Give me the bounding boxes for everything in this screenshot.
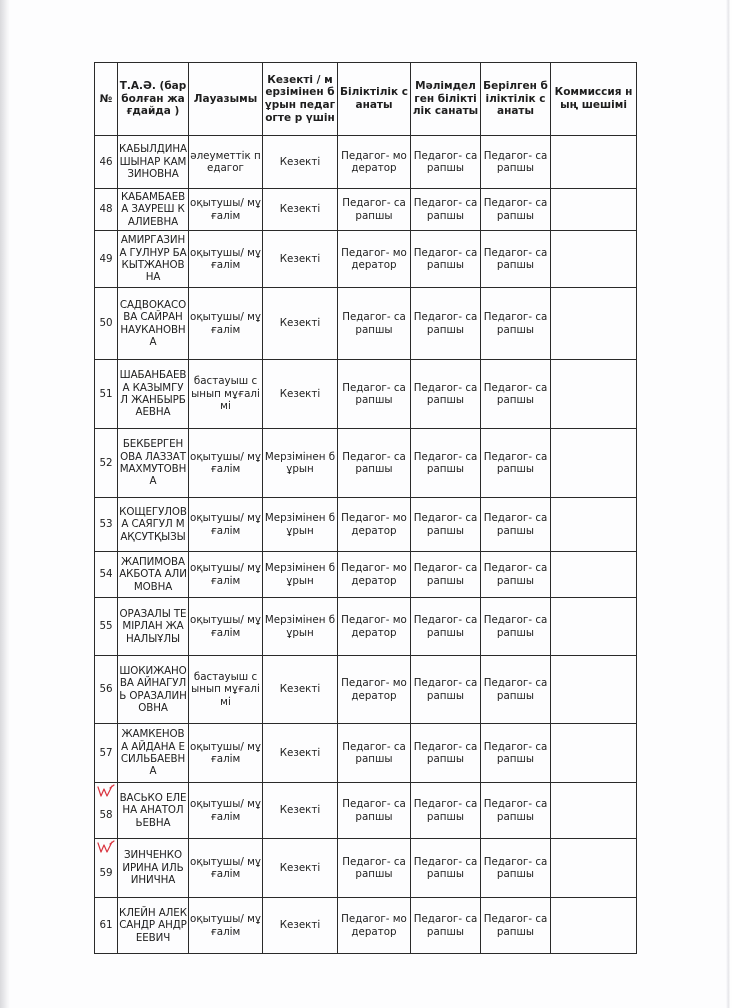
attestation-type-cell: [263, 898, 338, 954]
qualification-category: Педагог- модератор: [341, 512, 407, 537]
declared-category: Педагог- сарапшы: [413, 311, 478, 336]
declared-category-cell: [411, 288, 481, 360]
commission-decision-cell: [551, 136, 637, 189]
position: оқытушы/ мұғалім: [190, 798, 261, 823]
qualification-category: Педагог- сарапшы: [342, 798, 406, 823]
attestation-type: Кезекті: [279, 746, 321, 759]
qualification-category-cell: [338, 783, 411, 839]
teacher-name: ОРАЗАЛЫ ТЕМІРЛАН ЖАНАЛЫҰЛЫ: [119, 607, 187, 645]
teacher-name-cell: [118, 839, 189, 898]
assigned-category-cell: [481, 724, 551, 783]
declared-category-cell: [411, 898, 481, 954]
attestation-type-cell: [263, 136, 338, 189]
attestation-type: Кезекті: [279, 387, 321, 400]
position: оқытушы/ мұғалім: [190, 913, 261, 938]
row-number-cell: [95, 360, 118, 429]
teacher-name: ЖАМКЕНОВА АЙДАНА ЕСИЛЬБАЕВНА: [120, 728, 186, 778]
teacher-name-cell: [118, 288, 189, 360]
qualification-category: Педагог- модератор: [341, 913, 407, 938]
handwritten-check-mark-icon: [96, 840, 116, 854]
assigned-category-cell: [481, 288, 551, 360]
row-number-cell: [95, 231, 118, 288]
assigned-category: Педагог- сарапшы: [483, 677, 548, 702]
declared-category: Педагог- сарапшы: [413, 197, 478, 222]
qualification-category: Педагог- сарапшы: [342, 855, 406, 880]
assigned-category: Педагог- сарапшы: [483, 149, 548, 174]
assigned-category-cell: [481, 360, 551, 429]
declared-category-cell: [411, 552, 481, 598]
qualification-category: Педагог- сарапшы: [342, 197, 406, 222]
declared-category-cell: [411, 598, 481, 656]
table-row: [95, 783, 637, 839]
declared-category: Педагог- сарапшы: [413, 381, 478, 406]
attestation-type-cell: [263, 189, 338, 231]
qualification-category: Педагог- сарапшы: [342, 311, 406, 336]
qualification-category-cell: [338, 724, 411, 783]
qualification-category-cell: [338, 136, 411, 189]
header-attestation-type: Кезекті / мерзімінен бұрын педагогте р үшін: [263, 63, 338, 136]
commission-decision-cell: [551, 189, 637, 231]
table-row: [95, 189, 637, 231]
qualification-category: Педагог- сарапшы: [342, 740, 406, 765]
position: оқытушы/ мұғалім: [190, 562, 261, 587]
teacher-name-cell: [118, 898, 189, 954]
row-number: 49: [99, 252, 113, 265]
qualification-category-cell: [338, 288, 411, 360]
position-cell: [189, 839, 263, 898]
position: оқытушы/ мұғалім: [190, 197, 261, 222]
header-qualification-category: Біліктілік санаты: [338, 63, 411, 136]
row-number-cell: [95, 839, 118, 898]
qualification-category-cell: [338, 189, 411, 231]
declared-category-cell: [411, 498, 481, 552]
assigned-category: Педагог- сарапшы: [483, 197, 548, 222]
header-commission-decision: Коммиссия ның шешімі: [551, 63, 637, 136]
declared-category-cell: [411, 429, 481, 498]
declared-category: Педагог- сарапшы: [413, 614, 478, 639]
qualification-category: Педагог- модератор: [341, 246, 407, 271]
qualification-category-cell: [338, 656, 411, 724]
qualification-category: Педагог- модератор: [341, 614, 407, 639]
header-full-name: Т.А.Ә. (бар болған жағдайда ): [118, 63, 189, 136]
declared-category-cell: [411, 724, 481, 783]
attestation-type-cell: [263, 656, 338, 724]
position: әлеуметтік педагог: [190, 149, 261, 174]
header-number: №: [95, 63, 118, 136]
teacher-name-cell: [118, 656, 189, 724]
row-number-cell: [95, 898, 118, 954]
attestation-type: Кезекті: [279, 861, 321, 874]
position-cell: [189, 783, 263, 839]
row-number: 53: [99, 518, 113, 531]
teacher-name: АМИРГАЗИНА ГУЛНУР БАКЫТЖАНОВНА: [119, 234, 187, 284]
row-number: 61: [99, 919, 113, 932]
assigned-category: Педагог- сарапшы: [483, 798, 548, 823]
commission-decision-cell: [551, 498, 637, 552]
table-row: [95, 552, 637, 598]
row-number-cell: [95, 189, 118, 231]
position-cell: [189, 552, 263, 598]
declared-category-cell: [411, 360, 481, 429]
attestation-type-cell: [263, 724, 338, 783]
row-number: 54: [99, 568, 113, 581]
header-position: Лауазымы: [189, 63, 263, 136]
position-cell: [189, 656, 263, 724]
position: оқытушы/ мұғалім: [190, 311, 261, 336]
row-number: 48: [99, 203, 113, 216]
position: бастауыш сынып мұғалімі: [191, 375, 260, 413]
qualification-category-cell: [338, 552, 411, 598]
attestation-type: Кезекті: [279, 683, 321, 696]
declared-category: Педагог- сарапшы: [413, 562, 478, 587]
row-number: 50: [99, 317, 113, 330]
position-cell: [189, 898, 263, 954]
declared-category: Педагог- сарапшы: [413, 149, 478, 174]
declared-category: Педагог- сарапшы: [413, 798, 478, 823]
assigned-category-cell: [481, 898, 551, 954]
declared-category: Педагог- сарапшы: [413, 855, 478, 880]
teacher-name-cell: [118, 231, 189, 288]
declared-category-cell: [411, 656, 481, 724]
qualification-category: Педагог- модератор: [341, 677, 407, 702]
row-number: 55: [99, 620, 113, 633]
teacher-name-cell: [118, 498, 189, 552]
teacher-name-cell: [118, 136, 189, 189]
assigned-category-cell: [481, 783, 551, 839]
position-cell: [189, 231, 263, 288]
position-cell: [189, 288, 263, 360]
row-number-cell: [95, 552, 118, 598]
commission-decision-cell: [551, 552, 637, 598]
commission-decision-cell: [551, 360, 637, 429]
table-row: [95, 656, 637, 724]
teacher-name-cell: [118, 360, 189, 429]
qualification-category-cell: [338, 598, 411, 656]
row-number-cell: [95, 136, 118, 189]
position: оқытушы/ мұғалім: [190, 512, 261, 537]
header-declared-category: Мәлімдел ген біліктілік санаты: [411, 63, 481, 136]
assigned-category: Педагог- сарапшы: [483, 311, 548, 336]
attestation-type-cell: [263, 429, 338, 498]
teacher-name: БЕКБЕРГЕНОВА ЛАЗЗАТ МАХМУТОВНА: [119, 438, 187, 488]
assigned-category: Педагог- сарапшы: [483, 450, 548, 475]
qualification-category: Педагог- сарапшы: [342, 381, 406, 406]
attestation-type: Мерзімінен бұрын: [264, 562, 336, 587]
attestation-table: [94, 62, 637, 954]
teacher-name: КАБЫЛДИНА ШЫНАР КАМЗИНОВНА: [119, 143, 187, 181]
attestation-type: Кезекті: [279, 317, 321, 330]
teacher-name: ШОКИЖАНОВА АЙНАГУЛЬ ОРАЗАЛИНОВНА: [119, 664, 187, 714]
attestation-type-cell: [263, 598, 338, 656]
declared-category: Педагог- сарапшы: [413, 512, 478, 537]
attestation-type: Кезекті: [279, 155, 321, 168]
attestation-type: Мерзімінен бұрын: [264, 614, 336, 639]
declared-category-cell: [411, 189, 481, 231]
attestation-type: Кезекті: [279, 804, 321, 817]
declared-category: Педагог- сарапшы: [413, 913, 478, 938]
assigned-category: Педагог- сарапшы: [483, 740, 548, 765]
teacher-name-cell: [118, 783, 189, 839]
commission-decision-cell: [551, 598, 637, 656]
position: оқытушы/ мұғалім: [190, 246, 261, 271]
qualification-category-cell: [338, 898, 411, 954]
assigned-category-cell: [481, 552, 551, 598]
commission-decision-cell: [551, 783, 637, 839]
attestation-type-cell: [263, 783, 338, 839]
table-row: [95, 288, 637, 360]
position-cell: [189, 360, 263, 429]
row-number: 52: [99, 456, 113, 469]
row-number-cell: [95, 429, 118, 498]
position: оқытушы/ мұғалім: [190, 855, 261, 880]
assigned-category-cell: [481, 656, 551, 724]
table-row: [95, 598, 637, 656]
assigned-category-cell: [481, 231, 551, 288]
attestation-type-cell: [263, 231, 338, 288]
position-cell: [189, 136, 263, 189]
attestation-type: Кезекті: [279, 252, 321, 265]
position: бастауыш сынып мұғалімі: [191, 670, 260, 708]
assigned-category: Педагог- сарапшы: [483, 562, 548, 587]
commission-decision-cell: [551, 429, 637, 498]
attestation-type-cell: [263, 552, 338, 598]
declared-category: Педагог- сарапшы: [413, 246, 478, 271]
teacher-name: ЖАПИМОВА АКБОТА АЛИМОВНА: [119, 555, 187, 593]
position-cell: [189, 498, 263, 552]
attestation-type: Мерзімінен бұрын: [264, 512, 336, 537]
attestation-type-cell: [263, 498, 338, 552]
assigned-category: Педагог- сарапшы: [483, 381, 548, 406]
attestation-type-cell: [263, 288, 338, 360]
handwritten-check-mark-icon: [96, 784, 116, 798]
table-header-row: [95, 63, 637, 136]
qualification-category: Педагог- модератор: [341, 562, 407, 587]
qualification-category-cell: [338, 498, 411, 552]
row-number-cell: [95, 783, 118, 839]
assigned-category-cell: [481, 136, 551, 189]
table-row: [95, 498, 637, 552]
table-row: [95, 724, 637, 783]
teacher-name: КОЩЕГУЛОВА САЯГУЛ МАҚСУТҚЫЗЫ: [119, 505, 187, 543]
position: оқытушы/ мұғалім: [190, 740, 261, 765]
assigned-category: Педагог- сарапшы: [483, 512, 548, 537]
declared-category-cell: [411, 231, 481, 288]
attestation-type-cell: [263, 839, 338, 898]
commission-decision-cell: [551, 724, 637, 783]
assigned-category-cell: [481, 498, 551, 552]
commission-decision-cell: [551, 839, 637, 898]
assigned-category-cell: [481, 598, 551, 656]
declared-category: Педагог- сарапшы: [413, 450, 478, 475]
position-cell: [189, 429, 263, 498]
teacher-name-cell: [118, 189, 189, 231]
teacher-name: ВАСЬКО ЕЛЕНА АНАТОЛЬЕВНА: [119, 791, 187, 829]
commission-decision-cell: [551, 231, 637, 288]
table-row: [95, 231, 637, 288]
assigned-category: Педагог- сарапшы: [483, 855, 548, 880]
declared-category-cell: [411, 839, 481, 898]
row-number: 58: [99, 809, 113, 822]
row-number: 51: [99, 387, 113, 400]
position: оқытушы/ мұғалім: [190, 450, 261, 475]
position-cell: [189, 724, 263, 783]
teacher-name-cell: [118, 724, 189, 783]
table-row: [95, 429, 637, 498]
header-assigned-category: Берілген біліктілік санаты: [481, 63, 551, 136]
position: оқытушы/ мұғалім: [190, 614, 261, 639]
row-number: 46: [99, 155, 113, 168]
commission-decision-cell: [551, 656, 637, 724]
table-row: [95, 839, 637, 898]
declared-category-cell: [411, 783, 481, 839]
qualification-category-cell: [338, 429, 411, 498]
scan-edge-shadow-right: [726, 0, 732, 1008]
teacher-name: ЗИНЧЕНКО ИРИНА ИЛЬИНИЧНА: [122, 849, 184, 887]
attestation-type: Мерзімінен бұрын: [264, 450, 336, 475]
table-row: [95, 898, 637, 954]
attestation-type: Кезекті: [279, 919, 321, 932]
assigned-category: Педагог- сарапшы: [483, 246, 548, 271]
teacher-name: САДВОКАСОВА САЙРАН НАУКАНОВНА: [119, 298, 187, 348]
teacher-name-cell: [118, 429, 189, 498]
declared-category-cell: [411, 136, 481, 189]
table-row: [95, 360, 637, 429]
declared-category: Педагог- сарапшы: [413, 677, 478, 702]
qualification-category-cell: [338, 360, 411, 429]
row-number-cell: [95, 598, 118, 656]
teacher-name-cell: [118, 598, 189, 656]
qualification-category: Педагог- сарапшы: [342, 450, 406, 475]
assigned-category: Педагог- сарапшы: [483, 614, 548, 639]
attestation-type-cell: [263, 360, 338, 429]
row-number-cell: [95, 724, 118, 783]
row-number-cell: [95, 288, 118, 360]
qualification-category-cell: [338, 839, 411, 898]
qualification-category: Педагог- модератор: [341, 149, 407, 174]
commission-decision-cell: [551, 898, 637, 954]
table-row: [95, 136, 637, 189]
qualification-category-cell: [338, 231, 411, 288]
row-number: 56: [99, 683, 113, 696]
assigned-category-cell: [481, 189, 551, 231]
teacher-name: КАБАМБАЕВА ЗАУРЕШ КАЛИЕВНА: [120, 190, 186, 228]
row-number: 57: [99, 746, 113, 759]
teacher-name: ШАБАНБАЕВА КАЗЫМГУЛ ЖАНБЫРБАЕВНА: [119, 369, 187, 419]
teacher-name: КЛЕЙН АЛЕКСАНДР АНДРЕЕВИЧ: [119, 906, 187, 944]
row-number: 59: [99, 866, 113, 879]
position-cell: [189, 189, 263, 231]
commission-decision-cell: [551, 288, 637, 360]
row-number-cell: [95, 498, 118, 552]
teacher-name-cell: [118, 552, 189, 598]
scan-edge-shadow-left: [0, 0, 10, 1008]
declared-category: Педагог- сарапшы: [413, 740, 478, 765]
row-number-cell: [95, 656, 118, 724]
assigned-category-cell: [481, 839, 551, 898]
attestation-type: Кезекті: [279, 203, 321, 216]
assigned-category-cell: [481, 429, 551, 498]
position-cell: [189, 598, 263, 656]
assigned-category: Педагог- сарапшы: [483, 913, 548, 938]
